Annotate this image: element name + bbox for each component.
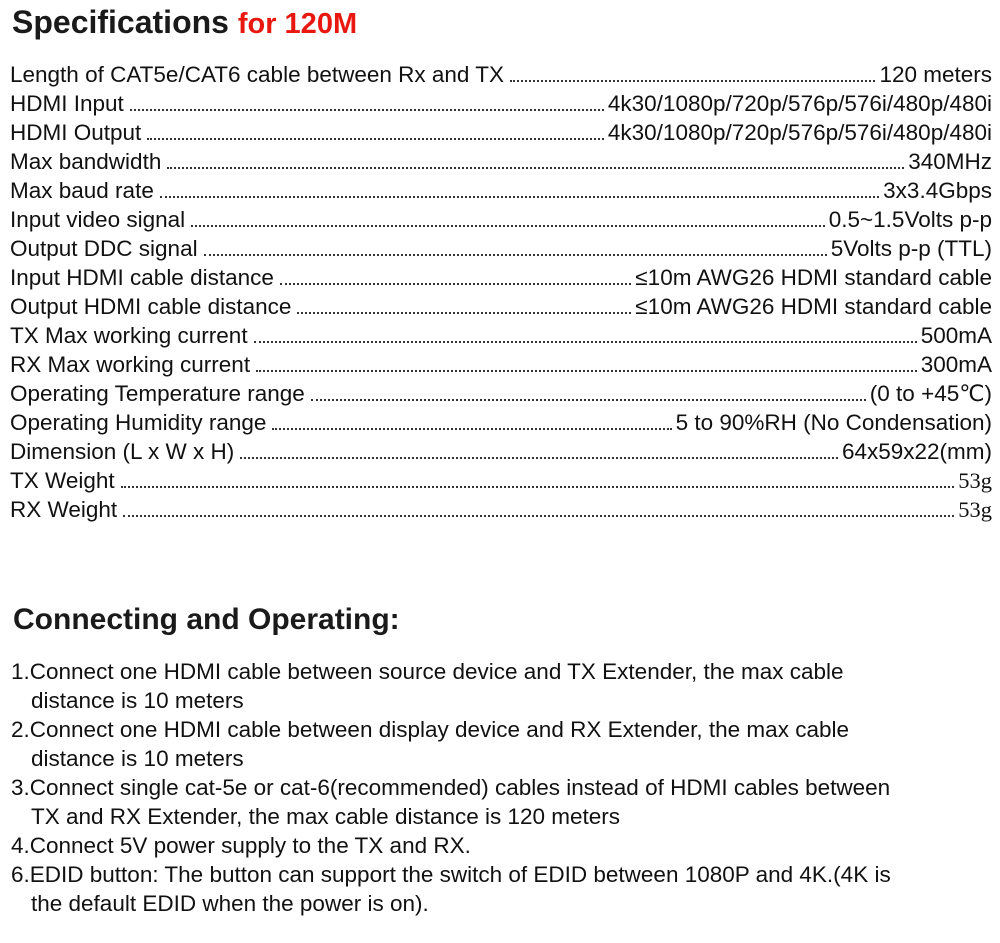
spec-value: 4k30/1080p/720p/576p/576i/480p/480i <box>607 120 992 145</box>
step-text: 3.Connect single cat-5e or cat-6(recommended) cables instead of HDMI cables between <box>11 775 891 800</box>
spec-row <box>10 205 992 234</box>
spec-row <box>10 176 992 205</box>
spec-row <box>10 350 992 379</box>
spec-row <box>10 466 992 495</box>
spec-row <box>10 292 992 321</box>
dot-leader <box>311 395 866 401</box>
spec-row <box>10 118 992 147</box>
dot-leader <box>147 134 604 140</box>
spec-value: 3x3.4Gbps <box>883 178 992 203</box>
spec-value: (0 to +45℃) <box>869 381 992 406</box>
step-text-continued: distance is 10 meters <box>31 688 244 713</box>
specifications-title-accent: for 120M <box>237 8 358 40</box>
connecting-steps-list <box>11 657 986 918</box>
spec-row <box>10 495 992 524</box>
spec-label: RX Weight <box>10 497 118 522</box>
spec-value: 340MHz <box>908 149 992 174</box>
spec-label: Max baud rate <box>10 178 154 203</box>
specifications-title: Specifications <box>12 4 229 40</box>
dot-leader <box>160 192 879 198</box>
spec-value: 5 to 90%RH (No Condensation) <box>675 410 992 435</box>
step-item <box>11 860 986 918</box>
spec-row <box>10 437 992 466</box>
spec-label: Input video signal <box>10 207 186 232</box>
spec-label: Input HDMI cable distance <box>10 265 274 290</box>
dot-leader <box>167 163 904 169</box>
step-item <box>11 831 986 860</box>
step-item <box>11 657 986 715</box>
spec-row <box>10 379 992 408</box>
step-text-continued: the default EDID when the power is on). <box>31 891 429 916</box>
spec-label: TX Max working current <box>10 323 248 348</box>
spec-value: 120 meters <box>879 62 992 87</box>
dot-leader <box>256 366 917 372</box>
connecting-heading: Connecting and Operating: <box>13 603 400 636</box>
dot-leader <box>191 221 825 227</box>
step-text: 2.Connect one HDMI cable between display device and RX Extender, the max cable <box>11 717 849 742</box>
step-item <box>11 773 986 831</box>
spec-row <box>10 89 992 118</box>
spec-label: HDMI Output <box>10 120 142 145</box>
step-text-continued: TX and RX Extender, the max cable distance is 120 meters <box>31 804 621 829</box>
step-text: 4.Connect 5V power supply to the TX and RX. <box>11 833 471 858</box>
dot-leader <box>240 453 838 459</box>
spec-row <box>10 60 992 89</box>
spec-value: 53g <box>958 468 992 493</box>
spec-label: Operating Temperature range <box>10 381 305 406</box>
spec-value: 0.5~1.5Volts p-p <box>828 207 992 232</box>
spec-value: ≤10m AWG26 HDMI standard cable <box>635 294 992 319</box>
spec-label: RX Max working current <box>10 352 251 377</box>
spec-value: 64x59x22(mm) <box>841 439 992 464</box>
spec-label: Output HDMI cable distance <box>10 294 292 319</box>
spec-value: 300mA <box>920 352 992 377</box>
spec-value: 500mA <box>920 323 992 348</box>
dot-leader <box>123 511 954 517</box>
spec-value: 53g <box>958 497 992 522</box>
spec-row <box>10 321 992 350</box>
step-text: 6.EDID button: The button can support the switch of EDID between 1080P and 4K.(4K is <box>11 862 891 887</box>
spec-row <box>10 234 992 263</box>
step-text-continued: distance is 10 meters <box>31 746 244 771</box>
spec-label: Max bandwidth <box>10 149 162 174</box>
spec-label: Dimension (L x W x H) <box>10 439 235 464</box>
step-text: 1.Connect one HDMI cable between source device and TX Extender, the max cable <box>11 659 844 684</box>
dot-leader <box>254 337 917 343</box>
specifications-heading <box>12 2 357 44</box>
spec-row <box>10 408 992 437</box>
dot-leader <box>280 279 631 285</box>
dot-leader <box>121 482 955 488</box>
dot-leader <box>297 308 631 314</box>
spec-label: HDMI Input <box>10 91 124 116</box>
dot-leader <box>130 105 604 111</box>
dot-leader <box>204 250 827 256</box>
specifications-list <box>10 60 992 524</box>
spec-label: TX Weight <box>10 468 115 493</box>
spec-value: 4k30/1080p/720p/576p/576i/480p/480i <box>607 91 992 116</box>
spec-value: ≤10m AWG26 HDMI standard cable <box>635 265 992 290</box>
dot-leader <box>510 76 875 82</box>
step-item <box>11 715 986 773</box>
spec-label: Output DDC signal <box>10 236 198 261</box>
spec-label: Operating Humidity range <box>10 410 267 435</box>
spec-row <box>10 263 992 292</box>
dot-leader <box>272 424 671 430</box>
spec-value: 5Volts p-p (TTL) <box>830 236 992 261</box>
spec-row <box>10 147 992 176</box>
spec-label: Length of CAT5e/CAT6 cable between Rx and TX <box>10 62 505 87</box>
